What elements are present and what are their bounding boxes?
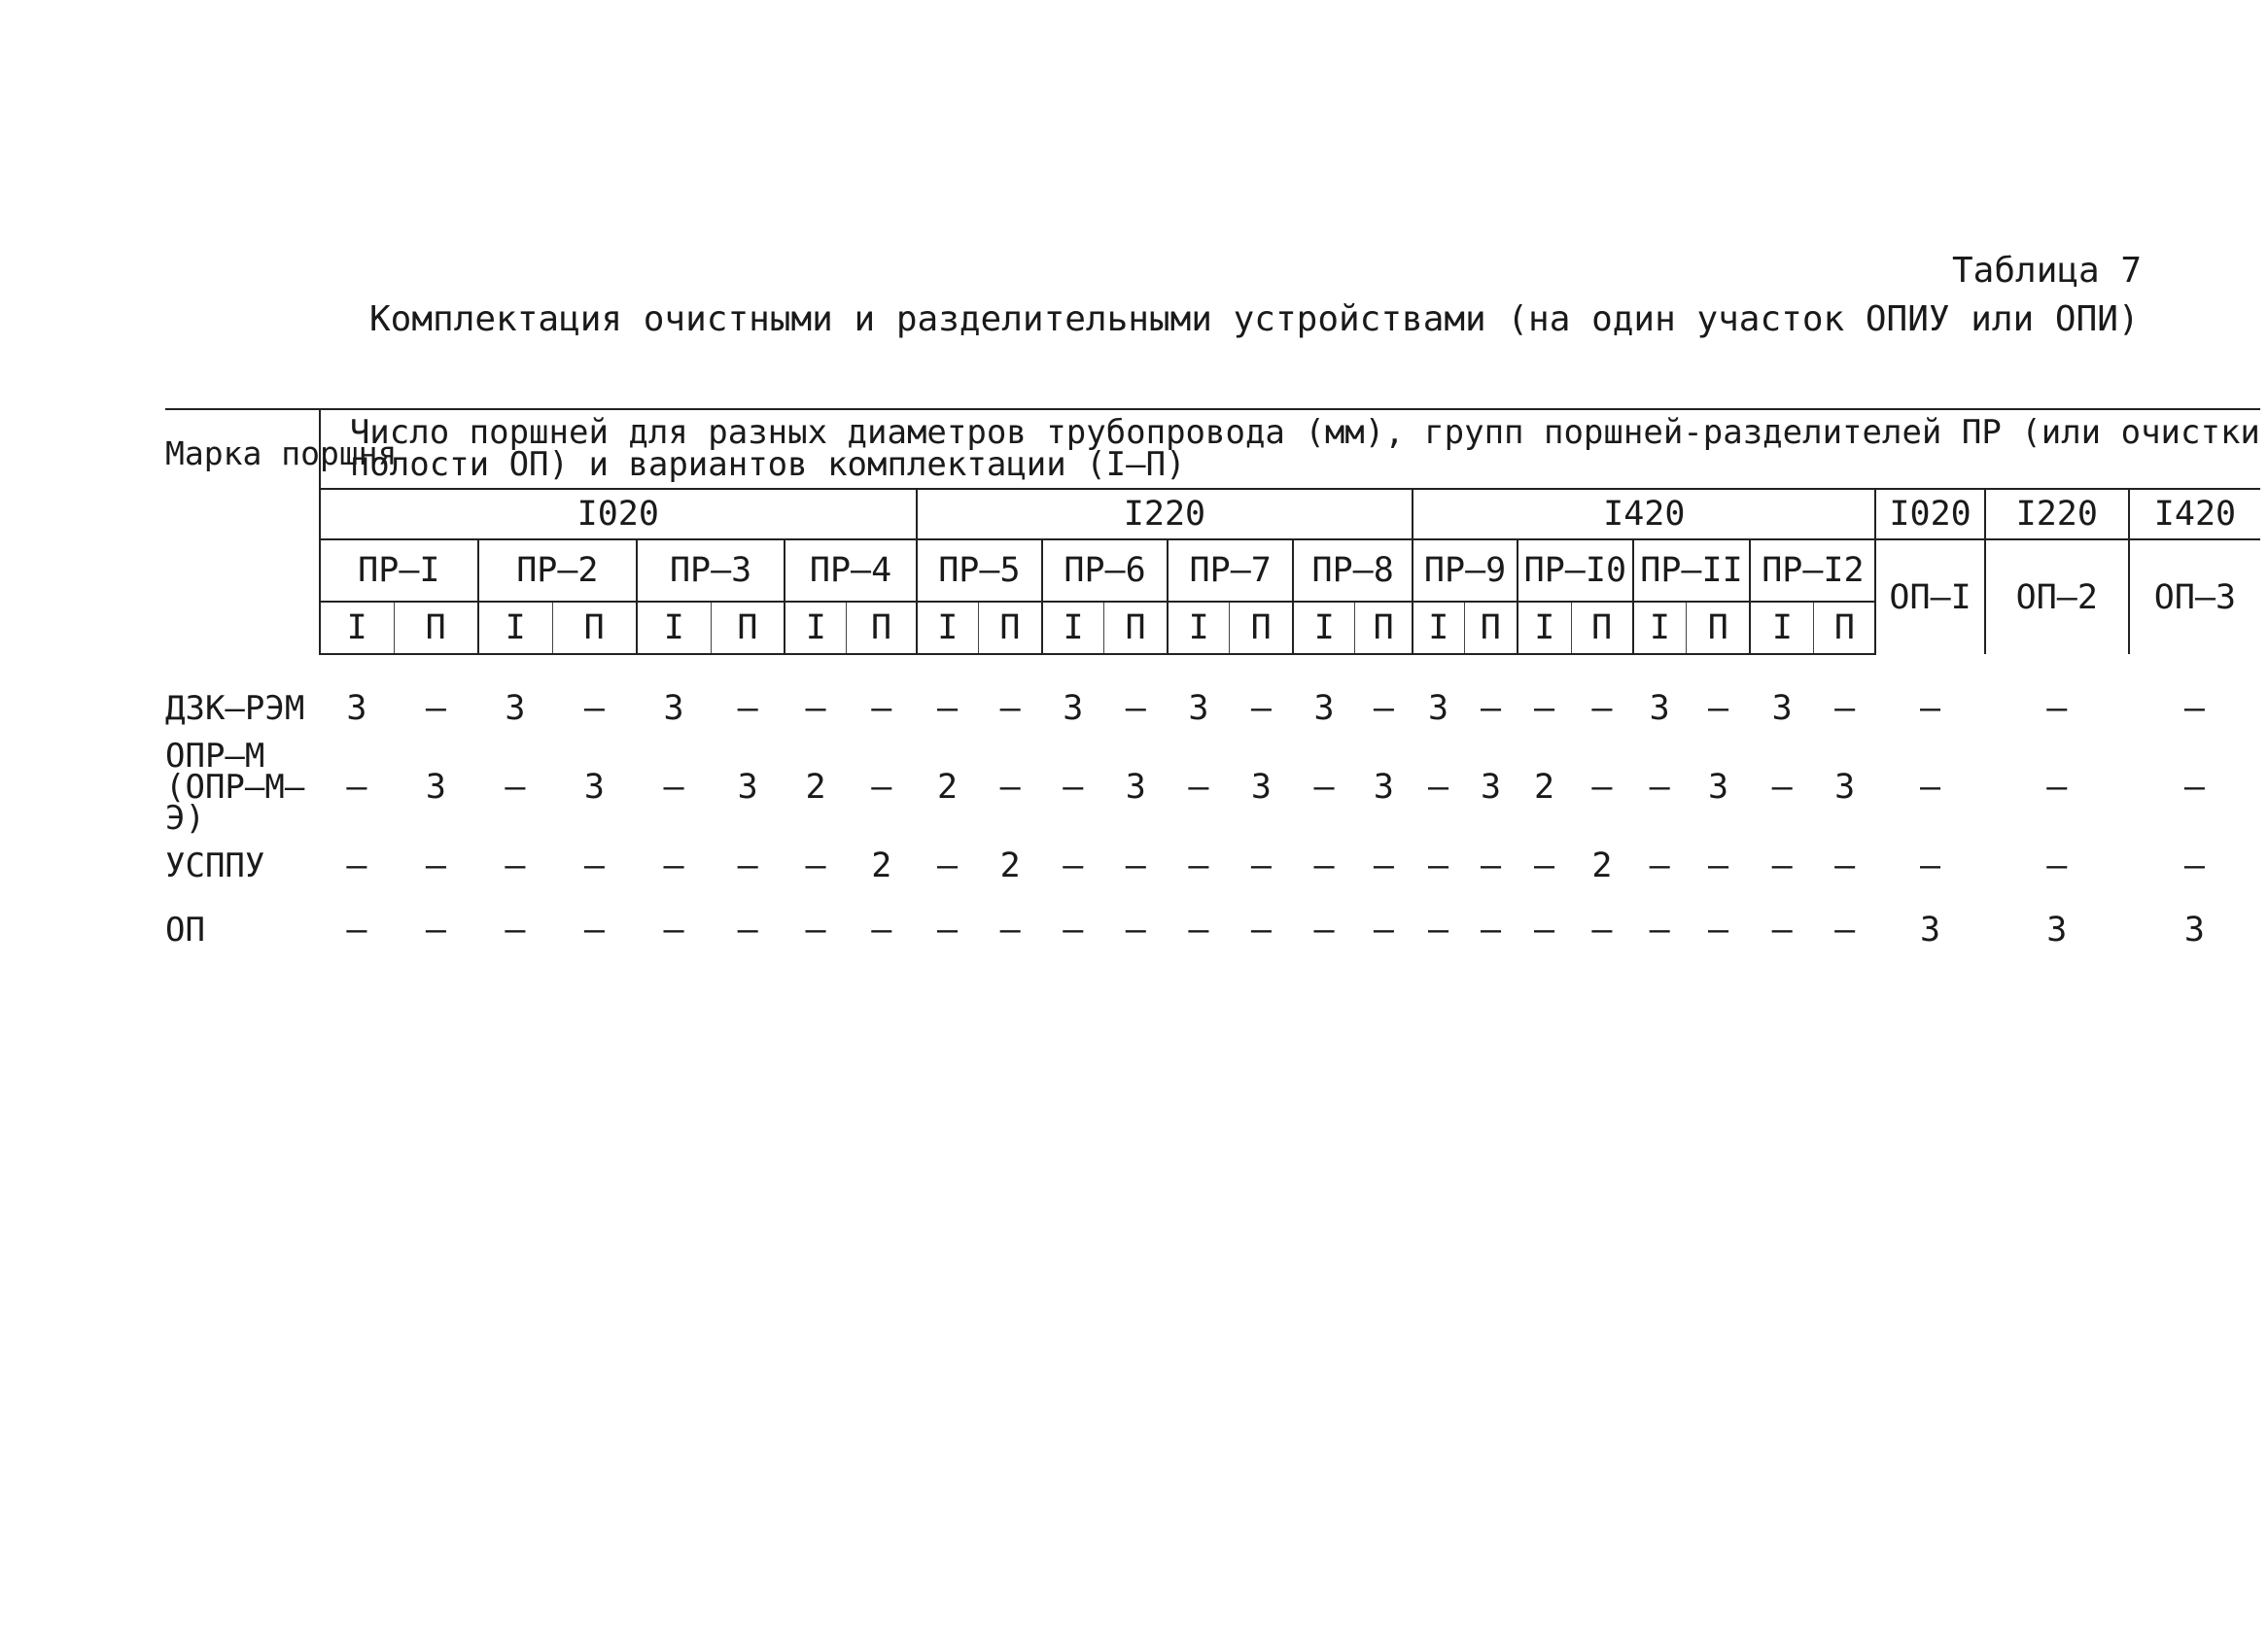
table-cell: 3: [505, 689, 526, 728]
table-cell: –: [871, 911, 892, 950]
table-cell: 3: [425, 768, 446, 807]
table-cell: –: [1771, 847, 1793, 885]
table-cell: –: [346, 847, 367, 885]
table-cell: –: [583, 911, 605, 950]
variant-header: П: [552, 602, 637, 654]
table-cell: 3: [1373, 768, 1394, 807]
variant-header: I: [320, 602, 394, 654]
table-cell: 3: [1834, 768, 1856, 807]
table-cell: –: [1707, 689, 1729, 728]
table-cell: –: [937, 847, 959, 885]
table-cell: 3: [663, 689, 684, 728]
table-cell: 2: [1591, 847, 1613, 885]
table-cell: –: [1534, 689, 1555, 728]
table-cell: –: [583, 847, 605, 885]
diameter-header: I420: [2129, 489, 2260, 539]
table-cell: –: [937, 911, 959, 950]
table-cell: 3: [1125, 768, 1146, 807]
table-cell: –: [2183, 768, 2205, 807]
table-cell: –: [1707, 847, 1729, 885]
table-cell: 3: [737, 768, 758, 807]
table-cell: 3: [1250, 768, 1272, 807]
variant-header: П: [1355, 602, 1413, 654]
table-row: [165, 898, 2260, 962]
table-cell: –: [663, 911, 684, 950]
table-cell: –: [1188, 847, 1209, 885]
table-cell: –: [1771, 768, 1793, 807]
diameter-header: I220: [917, 489, 1413, 539]
diameter-header: I020: [1875, 489, 1984, 539]
table-cell: –: [1428, 911, 1449, 950]
equipment-table: [165, 408, 2260, 962]
table-cell: –: [505, 847, 526, 885]
group-header: ПР–I2: [1750, 539, 1875, 602]
table-cell: –: [2046, 688, 2068, 728]
variant-header: I: [637, 602, 711, 654]
variant-header: П: [1230, 602, 1294, 654]
table-cell: –: [1313, 768, 1335, 807]
table-caption: Комплектация очистными и разделительными устройствами (на один участок ОПИУ или ОПИ): [369, 299, 2140, 339]
table-cell: –: [425, 911, 446, 950]
group-header: ПР–I: [320, 539, 478, 602]
table-cell: –: [805, 847, 826, 885]
group-header: ПР–7: [1168, 539, 1293, 602]
table-cell: 2: [1534, 768, 1555, 807]
table-cell: –: [1428, 768, 1449, 807]
group-header: ПР–5: [917, 539, 1042, 602]
variant-header: I: [1168, 602, 1230, 654]
group-header: ПР–I0: [1518, 539, 1633, 602]
variant-header: П: [978, 602, 1042, 654]
table-cell: 3: [1481, 768, 1502, 807]
table-cell: –: [737, 847, 758, 885]
table-cell: –: [1649, 911, 1670, 950]
table-cell: –: [346, 911, 367, 950]
row-brand: ДЗК–РЭМ: [165, 688, 305, 728]
table-cell: 2: [805, 768, 826, 807]
table-cell: –: [805, 911, 826, 950]
table-cell: 3: [1920, 911, 1941, 950]
table-cell: –: [1649, 847, 1670, 885]
table-cell: –: [1707, 911, 1729, 950]
table-cell: 3: [2183, 911, 2205, 950]
table-cell: –: [2183, 847, 2205, 885]
diameter-header: I020: [320, 489, 917, 539]
table-cell: –: [1250, 689, 1272, 728]
main-column-header: Число поршней для разных диаметров трубопровода (мм), групп поршней-разделителей ПР (или очистки полости ОП) и вариантов комплектации (I–П): [320, 409, 2260, 489]
table-cell: –: [1481, 911, 1502, 950]
table-cell: –: [425, 689, 446, 728]
row-brand: ОП: [165, 911, 205, 950]
table-cell: –: [1591, 689, 1613, 728]
variant-header: I: [478, 602, 552, 654]
table-cell: 3: [1707, 768, 1729, 807]
table-cell: –: [999, 768, 1021, 807]
table-cell: 3: [1428, 689, 1449, 728]
table-cell: –: [2046, 847, 2068, 885]
group-header: ПР–3: [637, 539, 785, 602]
table-cell: –: [737, 689, 758, 728]
variant-header: I: [1293, 602, 1355, 654]
table-cell: –: [999, 689, 1021, 728]
table-row: [165, 834, 2260, 898]
variant-header: П: [847, 602, 917, 654]
table-cell: –: [1481, 689, 1502, 728]
table-cell: 2: [871, 847, 892, 885]
table-cell: –: [805, 689, 826, 728]
variant-header: I: [1750, 602, 1814, 654]
table-body: [165, 654, 2260, 962]
table-cell: –: [505, 768, 526, 807]
table-cell: –: [425, 847, 446, 885]
table-cell: –: [2046, 768, 2068, 807]
group-header: ПР–II: [1633, 539, 1751, 602]
variant-header: П: [711, 602, 785, 654]
table-cell: –: [2183, 688, 2205, 728]
variant-header: П: [1814, 602, 1876, 654]
table-cell: 2: [999, 847, 1021, 885]
table-row: [165, 741, 2260, 834]
table-cell: –: [1834, 689, 1856, 728]
table-cell: –: [1063, 768, 1084, 807]
table-cell: –: [1920, 847, 1941, 885]
table-cell: 3: [583, 768, 605, 807]
table-cell: –: [1373, 689, 1394, 728]
table-cell: 3: [1771, 689, 1793, 728]
table-cell: 3: [1313, 689, 1335, 728]
group-header-row: [165, 539, 2260, 602]
table-cell: –: [1771, 911, 1793, 950]
group-header: ПР–4: [785, 539, 917, 602]
table-cell: –: [1649, 768, 1670, 807]
variant-header: I: [785, 602, 847, 654]
table-cell: –: [1920, 768, 1941, 807]
table-cell: –: [1920, 688, 1941, 728]
table-cell: 3: [346, 689, 367, 728]
table-cell: –: [1063, 847, 1084, 885]
table-cell: –: [1481, 847, 1502, 885]
variant-header: П: [1571, 602, 1633, 654]
table-row: [165, 654, 2260, 741]
op-group-header: ОП–I: [1875, 539, 1984, 654]
table-cell: –: [737, 911, 758, 950]
table-cell: –: [1534, 847, 1555, 885]
table-cell: –: [871, 689, 892, 728]
table-cell: 3: [1649, 689, 1670, 728]
table-cell: –: [937, 689, 959, 728]
table-cell: –: [1250, 911, 1272, 950]
table-cell: –: [1428, 847, 1449, 885]
table-cell: –: [1188, 911, 1209, 950]
table-cell: –: [346, 768, 367, 807]
table-cell: –: [1313, 847, 1335, 885]
group-header: ПР–9: [1413, 539, 1518, 602]
diameter-header: I420: [1413, 489, 1875, 539]
table-cell: –: [663, 847, 684, 885]
table-header: [165, 409, 2260, 654]
row-brand: ОПР–М (ОПР–М–Э): [165, 737, 305, 838]
table-cell: –: [1373, 847, 1394, 885]
table-cell: –: [1250, 847, 1272, 885]
table-cell: –: [505, 911, 526, 950]
op-group-header: ОП–2: [1985, 539, 2129, 654]
table-cell: –: [1125, 847, 1146, 885]
op-group-header: ОП–3: [2129, 539, 2260, 654]
group-header: ПР–6: [1042, 539, 1168, 602]
table-cell: –: [1591, 911, 1613, 950]
table-cell: –: [1373, 911, 1394, 950]
row-brand: УСППУ: [165, 847, 265, 885]
table-cell: 3: [1188, 689, 1209, 728]
table-cell: –: [1063, 911, 1084, 950]
table-number-label: Таблица 7: [1952, 251, 2143, 291]
variant-header: I: [917, 602, 979, 654]
variant-header: I: [1633, 602, 1687, 654]
table-cell: –: [1125, 911, 1146, 950]
variant-header: П: [1464, 602, 1518, 654]
table-cell: –: [1188, 768, 1209, 807]
diameter-header: I220: [1985, 489, 2129, 539]
table-cell: –: [1834, 911, 1856, 950]
table-cell: –: [1834, 847, 1856, 885]
variant-header: П: [394, 602, 478, 654]
variant-header: П: [1687, 602, 1751, 654]
table-cell: –: [1313, 911, 1335, 950]
table-cell: –: [583, 689, 605, 728]
table-cell: –: [1534, 911, 1555, 950]
table-cell: 3: [1063, 689, 1084, 728]
table-cell: 2: [937, 768, 959, 807]
table-cell: –: [663, 768, 684, 807]
table-cell: –: [1125, 689, 1146, 728]
variant-header: I: [1518, 602, 1571, 654]
table-cell: –: [999, 911, 1021, 950]
variant-header: П: [1103, 602, 1168, 654]
table-cell: 3: [2046, 911, 2068, 950]
group-header: ПР–8: [1293, 539, 1413, 602]
brand-column-header: Марка поршня: [165, 409, 320, 654]
table-cell: –: [871, 768, 892, 807]
variant-header: I: [1413, 602, 1464, 654]
variant-header: I: [1042, 602, 1104, 654]
group-header: ПР–2: [478, 539, 637, 602]
table-cell: –: [1591, 768, 1613, 807]
diameter-header-row: [165, 489, 2260, 539]
